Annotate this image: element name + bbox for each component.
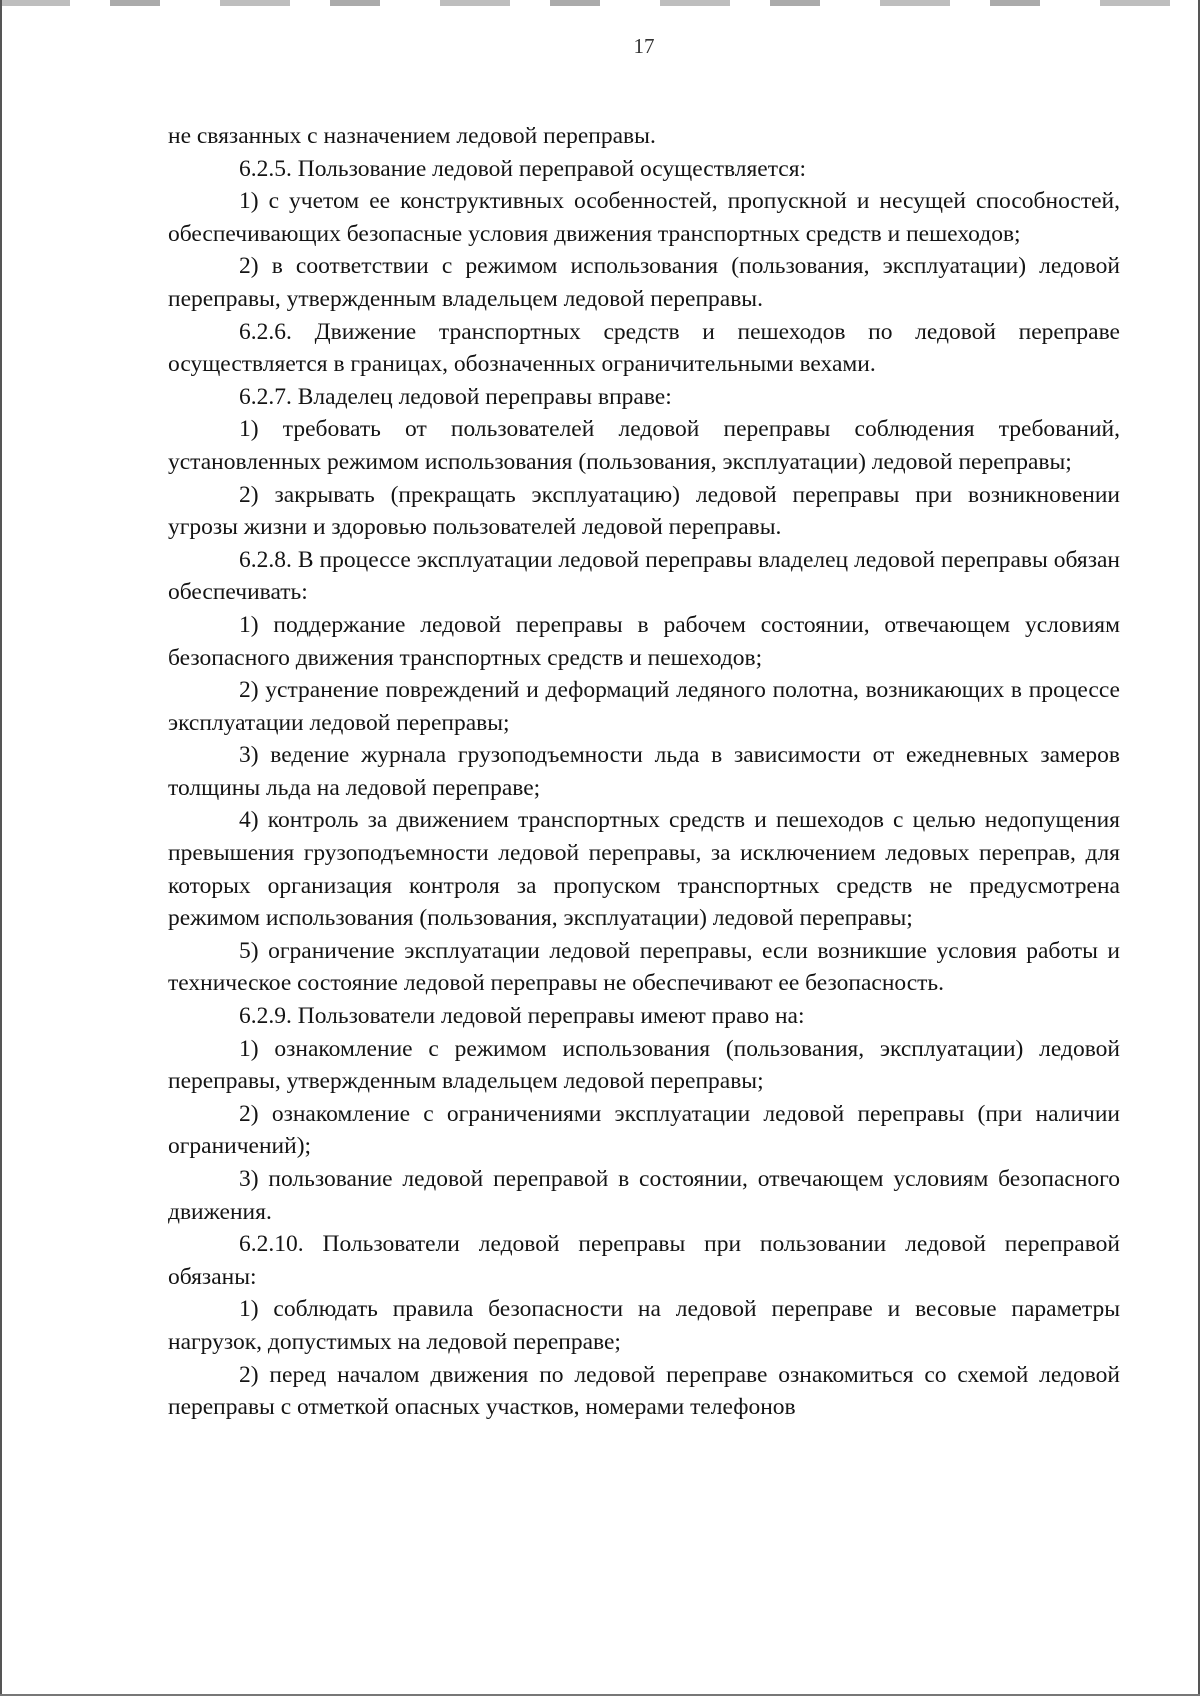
paragraph-6-2-5-item-2: 2) в соответствии с режимом использования (пользования, эксплуатации) ледовой переправы, утвержденным владельцем ледовой переправы. (168, 253, 1120, 312)
scan-edge-top (0, 0, 1200, 6)
paragraph-6-2-8-item-3: 3) ведение журнала грузоподъемности льда в зависимости от ежедневных замеров толщины льда на ледовой переправе; (168, 742, 1120, 801)
paragraph-6-2-10: 6.2.10. Пользователи ледовой переправы при пользовании ледовой переправой обязаны: (168, 1231, 1120, 1290)
paragraph-6-2-9-item-1: 1) ознакомление с режимом использования (пользования, эксплуатации) ледовой переправы, утвержденным владельцем ледовой переправы; (168, 1035, 1120, 1095)
paragraph-6-2-5: 6.2.5. Пользование ледовой переправой осуществляется: (239, 155, 807, 182)
paragraph-6-2-8: 6.2.8. В процессе эксплуатации ледовой переправы владелец ледовой переправы обязан обеспечивать: (168, 546, 1120, 606)
paragraph-6-2-7: 6.2.7. Владелец ледовой переправы вправе: (239, 383, 672, 410)
document-body (168, 120, 1120, 1424)
paragraph-6-2-8-item-5: 5) ограничение эксплуатации ледовой переправы, если возникшие условия работы и техническое состояние ледовой переправы не обеспечивают ее безопасность. (168, 937, 1120, 997)
paragraph-6-2-10-item-1: 1) соблюдать правила безопасности на ледовой переправе и весовые параметры нагрузок, допустимых на ледовой переправе; (168, 1296, 1120, 1355)
paragraph-6-2-10-item-2: 2) перед началом движения по ледовой переправе ознакомиться со схемой ледовой переправы с отметкой опасных участков, номерами телефонов (168, 1361, 1120, 1421)
paragraph-6-2-5-item-1: 1) с учетом ее конструктивных особенностей, пропускной и несущей способностей, обеспечивающих безопасные условия движения транспортных средств и пешеходов; (168, 188, 1120, 247)
scan-edge-left (0, 0, 2, 1696)
paragraph-6-2-8-item-2: 2) устранение повреждений и деформаций ледяного полотна, возникающих в процессе эксплуатации ледовой переправы; (168, 677, 1120, 736)
page-number: 17 (633, 34, 655, 58)
paragraph-6-2-8-item-4: 4) контроль за движением транспортных средств и пешеходов с целью недопущения превышения грузоподъемности ледовой переправы, за исключением ледовых переправ, для которых организация контроля за пропуском транспортных средств не предусмотрена режимом использования (пользования, эксплуатации) ледовой переправы; (168, 807, 1120, 932)
paragraph-6-2-6: 6.2.6. Движение транспортных средств и пешеходов по ледовой переправе осуществляется в границах, обозначенных ограничительными вехами. (168, 318, 1120, 378)
paragraph-6-2-9: 6.2.9. Пользователи ледовой переправы имеют право на: (239, 1003, 805, 1030)
paragraph-6-2-7-item-2: 2) закрывать (прекращать эксплуатацию) ледовой переправы при возникновении угрозы жизни и здоровью пользователей ледовой переправы. (168, 481, 1120, 541)
paragraph-6-2-8-item-1: 1) поддержание ледовой переправы в рабочем состоянии, отвечающем условиям безопасного движения транспортных средств и пешеходов; (168, 611, 1120, 671)
paragraph-6-2-7-item-1: 1) требовать от пользователей ледовой переправы соблюдения требований, установленных режимом использования (пользования, эксплуатации) ледовой переправы; (168, 416, 1120, 475)
paragraph-6-2-9-item-3: 3) пользование ледовой переправой в состоянии, отвечающем условиям безопасного движения. (168, 1166, 1120, 1225)
paragraph-continuation: не связанных с назначением ледовой переправы. (168, 123, 656, 149)
paragraph-6-2-9-item-2: 2) ознакомление с ограничениями эксплуатации ледовой переправы (при наличии ограничений); (168, 1100, 1120, 1160)
